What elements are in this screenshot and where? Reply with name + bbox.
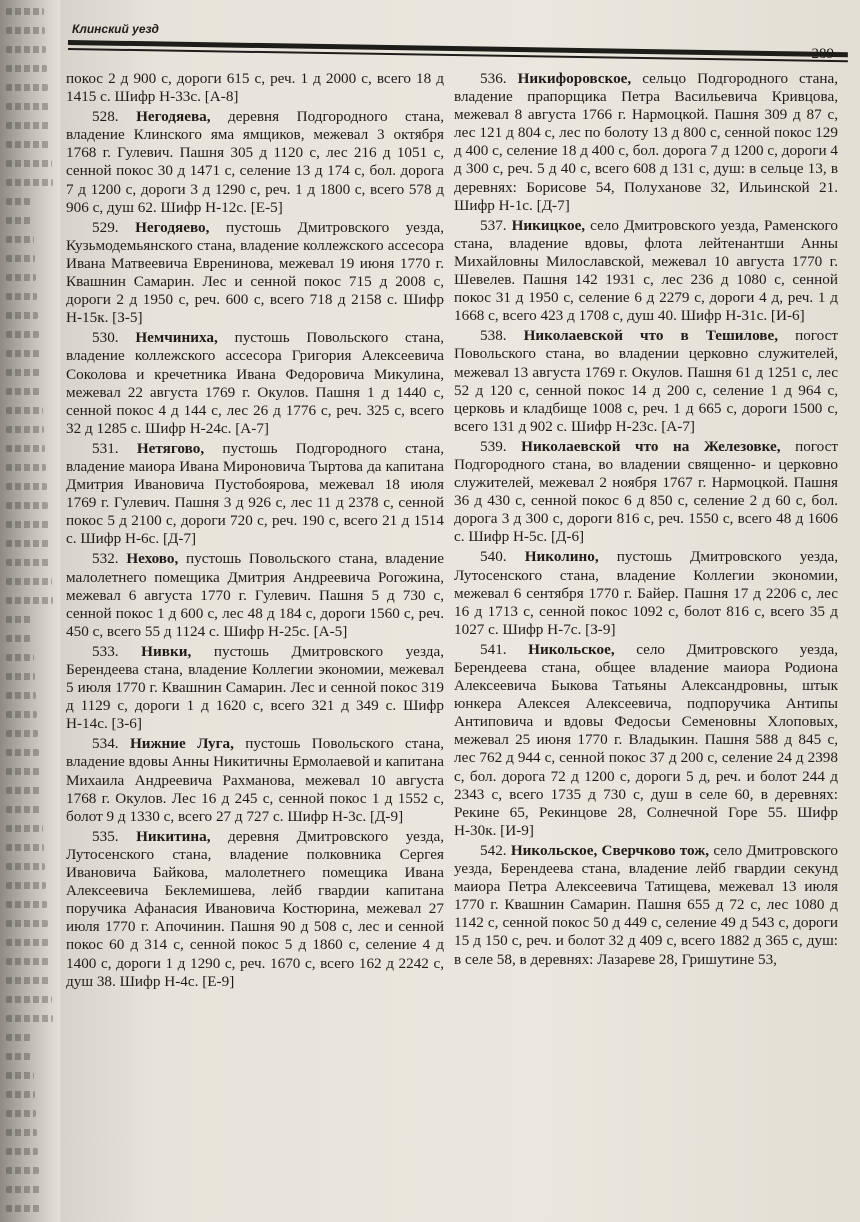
entry-number: 531. — [92, 439, 119, 457]
entry-text: сельцо Подгородного стана, владение прапорщика Петра Васильевича Кривцова, межевал 8 августа 1766 г. Нармоцкой. Пашня 309 д 87 с, лес 121 д 804 с, лес по болоту 13 д 800 с, сенной покос 129 д 400 с, селение 18 д 400 с, бол. дорога 7 д 1200 с, дороги 4 д 300 с, реч. 5 д 40 с, всего 608 д 131 с, душ: в сельце 13, в деревнях: Борисове 54, Полуханове 32, Ильинской 21. Шифр Н-1с. [Д-7] — [454, 70, 839, 214]
entry-number: 533. — [92, 642, 119, 660]
entry-name: Негодяева, — [136, 108, 211, 126]
facing-page-text-mark — [6, 977, 51, 984]
facing-page-text-mark — [6, 882, 46, 889]
facing-page-text-mark — [6, 1148, 38, 1155]
facing-page-text-mark — [6, 901, 47, 908]
facing-page-text-mark — [6, 673, 35, 680]
facing-page-text-mark — [6, 711, 37, 718]
facing-page-edge — [0, 0, 62, 1222]
facing-page-text-mark — [6, 84, 48, 91]
entry-name: Нивки, — [141, 642, 192, 660]
facing-page-text-mark — [6, 635, 33, 642]
entry-text: пустошь Дмитровского уезда, Лутосенского стана, владение Коллегии экономии, межевал 6 сентября 1770 г. Байер. Пашня 17 д 2206 с, лес 16 д 1713 с, сенной покос 1092 с, болот 816 с, всего 35 д 1027 с. Шифр Н-7с. [З-9] — [454, 548, 838, 638]
book-page — [60, 0, 860, 1222]
entry-name: Никольское, Сверчково тож, — [510, 841, 710, 859]
gazetteer-entry — [66, 828, 444, 991]
facing-page-text-mark — [6, 255, 35, 262]
facing-page-text-mark — [6, 217, 33, 224]
entry-name: Немчиниха, — [135, 329, 218, 347]
facing-page-text-mark — [6, 1129, 37, 1136]
entry-name: Никитина, — [136, 827, 211, 845]
running-head: Клинский уезд — [72, 22, 159, 36]
entry-number: 532. — [92, 550, 119, 568]
entry-name: Николаевской что на Железовке, — [521, 437, 781, 455]
facing-page-text-mark — [6, 46, 46, 53]
entry-number: 534. — [92, 735, 119, 753]
entry-text: деревня Дмитровского уезда, Лутосенского стана, владение полковника Сергея Ивановича Байкова, малолетнего помещика Ивана Алексеевича Беклемишева, лейб гвардии капитана поручика Афанасия Ивановича Костюрина, межевал 27 июля 1770 г. Апочинин. Пашня 90 д 508 с, лес и сенной покос 60 д 314 с, сенной покос 5 д 1860 с, селение 4 д 1400 с, дороги 1 д 1290 с, реч. 1670 с, всего 162 д 2242 с, душ 38. Шифр Н-4с. [Е-9] — [66, 827, 445, 990]
facing-page-text-mark — [6, 160, 52, 167]
facing-page-text-mark — [6, 122, 50, 129]
facing-page-text-mark — [6, 236, 34, 243]
facing-page-text-mark — [6, 426, 44, 433]
facing-page-text-mark — [6, 350, 40, 357]
facing-page-text-mark — [6, 597, 53, 604]
facing-page-text-mark — [6, 1205, 41, 1212]
entry-name: Николино, — [524, 548, 599, 566]
facing-page-text-mark — [6, 540, 50, 547]
facing-page-text-mark — [6, 939, 49, 946]
entry-name: Никольское, — [528, 640, 615, 658]
gazetteer-entry — [454, 438, 838, 547]
entry-number: 535. — [92, 827, 119, 845]
entry-text: пустошь Повольского стана, владение малолетнего помещика Дмитрия Андреевича Рогожина, межевал 6 августа 1770 г. Гулевич. Пашня 5 д 730 с, сенной покос 1 д 600 с, лес 48 д 184 с, дороги 1560 с, реч. 450 с, всего 55 д 1124 с. Шифр Н-25с. [А-5] — [66, 550, 445, 640]
facing-page-text-mark — [6, 1053, 33, 1060]
entry-text: село Дмитровского уезда, Берендеева стана, владение лейб гвардии секунд маиора Петра Алексеевича Татищева, межевал 13 июля 1770 г. Квашнин Самарин. Пашня 655 д 72 с, лес 1080 д 1142 с, сенной покос 50 д 449 с, селение 49 д 543 с, дороги 15 д 150 с, реч. и болот 32 д 409 с, всего 1882 д 365 с, душ: в селе 58, в деревнях: Лазареве 28, Гришутине 53, — [454, 841, 839, 968]
gazetteer-entry — [454, 217, 838, 326]
entry-text: пустошь Повольского стана, владение вдовы Анны Никитичны Ермолаевой и капитана Михаила Андреевича Рахманова, межевал 10 августа 1768 г. Окулов. Лес 16 д 245 с, сенной покос 1 д 1552 с, болот 9 д 1330 с, всего 27 д 727 с. Шифр Н-3с. [Д-9] — [66, 735, 445, 825]
facing-page-text-mark — [6, 27, 45, 34]
facing-page-text-mark — [6, 1015, 53, 1022]
facing-page-text-mark — [6, 521, 49, 528]
gazetteer-entry — [454, 548, 838, 638]
facing-page-text-mark — [6, 331, 39, 338]
entry-number: 541. — [480, 640, 507, 658]
entry-text: пустошь Подгородного стана, владение маиора Ивана Мироновича Тыртова да капитана Дмитрия Ивановича Пустобоярова, межевал 18 июля 1769 г. Гулевич. Пашня 3 д 926 с, лес 11 д 2378 с, сенной покос 5 д 2100 с, дороги 720 с, реч. 190 с, всего 21 д 1514 с. Шифр Н-6с. [Д-7] — [66, 439, 444, 548]
facing-page-text-mark — [6, 293, 37, 300]
entry-number: 536. — [480, 70, 507, 87]
entry-number: 528. — [92, 108, 119, 126]
facing-page-text-mark — [6, 502, 48, 509]
facing-page-text-mark — [6, 1167, 39, 1174]
facing-page-text-mark — [6, 445, 45, 452]
entry-number: 538. — [480, 327, 507, 345]
facing-page-text-mark — [6, 559, 51, 566]
entry-text: пустошь Повольского стана, владение коллежского ассесора Григория Алексеевича Соколова и кречетника Ивана Федоровича Микулина, межевал 22 августа 1769 г. Окулов. Пашня 1 д 1440 с, сенной покос 4 д 144 с, лес 26 д 1776 с, реч. 325 с, всего 32 д 1285 с. Шифр Н-24с. [А-7] — [66, 329, 445, 437]
facing-page-text-mark — [6, 388, 42, 395]
gazetteer-entry — [66, 108, 444, 217]
gazetteer-entry — [66, 550, 444, 640]
facing-page-text-mark — [6, 1091, 35, 1098]
facing-page-text-mark — [6, 65, 47, 72]
entry-number: 530. — [92, 329, 119, 347]
facing-page-text-mark — [6, 274, 36, 281]
facing-page-text-mark — [6, 958, 50, 965]
entry-name: Никицкое, — [511, 216, 586, 234]
facing-page-text-mark — [6, 464, 46, 471]
entry-text: село Дмитровского уезда, Берендеева стана, общее владение маиора Родиона Алексеевича Быкова Татьяны Александровны, штык юнкера Алексея Алексеевича, подпоручика Антипы Антиповича и вдовы Федосьи Семеновны Хлоповых, межевал 25 июня 1770 г. Владыкин. Пашня 588 д 845 с, лес 762 д 944 с, сенной покос 37 д 200 с, селение 24 д 2398 с, бол. дорога 72 д 1200 с, дороги 5 д, реч. и болот 244 д 2343 с, всего 1735 д 730 с, душ в селе 60, в деревнях: Рекине 65, Рекинцове 28, Солнечной Горе 55. Шифр Н-30к. [И-9] — [454, 640, 839, 839]
facing-page-text-mark — [6, 141, 51, 148]
entry-number: 539. — [480, 437, 507, 455]
facing-page-text-mark — [6, 806, 42, 813]
page-number: 289 — [811, 46, 834, 62]
facing-page-text-mark — [6, 8, 44, 15]
entry-text: покос 2 д 900 с, дороги 615 с, реч. 1 д 2000 с, всего 18 д 1415 с. Шифр Н-33с. [А-8] — [66, 70, 444, 106]
facing-page-text-mark — [6, 1034, 32, 1041]
entry-name: Никифоровское, — [517, 70, 632, 87]
gazetteer-entry — [454, 70, 838, 215]
facing-page-text-mark — [6, 692, 36, 699]
facing-page-text-mark — [6, 768, 40, 775]
facing-page-text-mark — [6, 616, 32, 623]
facing-page-text-mark — [6, 749, 39, 756]
entry-name: Николаевской что в Тешилове, — [523, 327, 779, 345]
facing-page-text-mark — [6, 844, 44, 851]
entry-text: погост Подгородного стана, во владении священно- и церковно служителей, межевал 2 ноября 1767 г. Нармоцкой. Пашня 36 д 430 с, сенной покос 6 д 850 с, селение 2 д 60 с, бол. дорога 3 д 300 с, дороги 816 с, реч. 1550 с, всего 48 д 1606 с. Шифр Н-5с. [Д-6] — [454, 437, 838, 546]
facing-page-text-mark — [6, 198, 32, 205]
facing-page-text-mark — [6, 369, 41, 376]
entry-text: деревня Подгородного стана, владение Клинского яма ямщиков, межевал 3 октября 1768 г. Гулевич. Пашня 305 д 1120 с, лес 216 д 1051 с, сенной покос 30 д 1471 с, селение 13 д 174 с, бол. дорога 7 д 1200 с, дороги 3 д 1290 с, реч. 1 д 1800 с, всего 578 д 906 с, душ 62. Шифр Н-12с. [Е-5] — [66, 108, 445, 216]
gazetteer-entry — [66, 643, 444, 733]
facing-page-text-mark — [6, 103, 49, 110]
facing-page-text-mark — [6, 787, 41, 794]
entry-text: пустошь Дмитровского уезда, Кузьмодемьянского стана, владение коллежского ассесора Ивана Матвеевича Евренинова, межевал 19 июня 1770 г. Квашнин Самарин. Лес и сенной покос 715 д 2008 с, дороги 2 д 1950 с, реч. 600 с, всего 718 д 2158 с. Шифр Н-15к. [З-5] — [66, 218, 444, 327]
gazetteer-entry — [454, 641, 838, 840]
facing-page-text-mark — [6, 407, 43, 414]
facing-page-text-mark — [6, 1072, 34, 1079]
gazetteer-entry — [66, 219, 444, 328]
gazetteer-entry — [66, 70, 444, 106]
facing-page-text-mark — [6, 825, 43, 832]
entry-text: погост Повольского стана, во владении церковно служителей, межевал 13 августа 1769 г. Окулов. Пашня 61 д 1251 с, лес 52 д 120 с, сенной покос 14 д 200 с, селение 1 д 964 с, церковь и кладбище 1008 с, реч. 1 д 665 с, дороги 1500 с, всего 131 д 902 с. Шифр Н-23с. [А-7] — [454, 327, 838, 435]
entry-name: Нижние Луга, — [129, 735, 234, 753]
facing-page-text-mark — [6, 483, 47, 490]
facing-page-text-mark — [6, 920, 48, 927]
entry-number: 529. — [92, 218, 119, 236]
facing-page-text-mark — [6, 1110, 36, 1117]
entry-number: 537. — [480, 216, 507, 234]
entry-number: 542. — [480, 841, 507, 859]
gazetteer-entry — [66, 440, 444, 549]
entry-text: село Дмитровского уезда, Раменского стана, владение вдовы, флота лейтенантши Анны Михайловны Милославской, межевал 10 августа 1770 г. Шевелев. Пашня 142 1931 с, лес 236 д 1080 с, сенной покос 31 д 1950 с, селение 6 д 2279 с, дороги 4 д, реч. 1 д 1668 с, всего 423 д 1708 с, душ 40. Шифр Н-31с. [И-6] — [454, 216, 839, 325]
entry-text: пустошь Дмитровского уезда, Берендеева стана, владение Коллегии экономии, межевал 5 июля 1770 г. Квашнин Самарин. Лес и сенной покос 319 д 1129 с, дороги 1 д 1620 с, всего 321 д 349 с. Шифр Н-14с. [З-6] — [66, 642, 445, 733]
right-column — [454, 70, 838, 971]
facing-page-text-mark — [6, 863, 45, 870]
entry-name: Нетягово, — [136, 439, 205, 457]
gazetteer-entry — [454, 327, 838, 436]
entry-name: Негодяево, — [135, 218, 210, 236]
left-column — [66, 70, 444, 993]
facing-page-text-mark — [6, 578, 52, 585]
facing-page-text-mark — [6, 179, 53, 186]
entry-number: 540. — [480, 548, 507, 566]
facing-page-text-mark — [6, 1186, 40, 1193]
facing-page-text-mark — [6, 996, 52, 1003]
gazetteer-entry — [66, 735, 444, 825]
entry-name: Нехово, — [126, 550, 179, 568]
gazetteer-entry — [66, 329, 444, 438]
gazetteer-entry — [454, 842, 838, 969]
facing-page-text-mark — [6, 730, 38, 737]
facing-page-text-mark — [6, 654, 34, 661]
facing-page-text-mark — [6, 312, 38, 319]
